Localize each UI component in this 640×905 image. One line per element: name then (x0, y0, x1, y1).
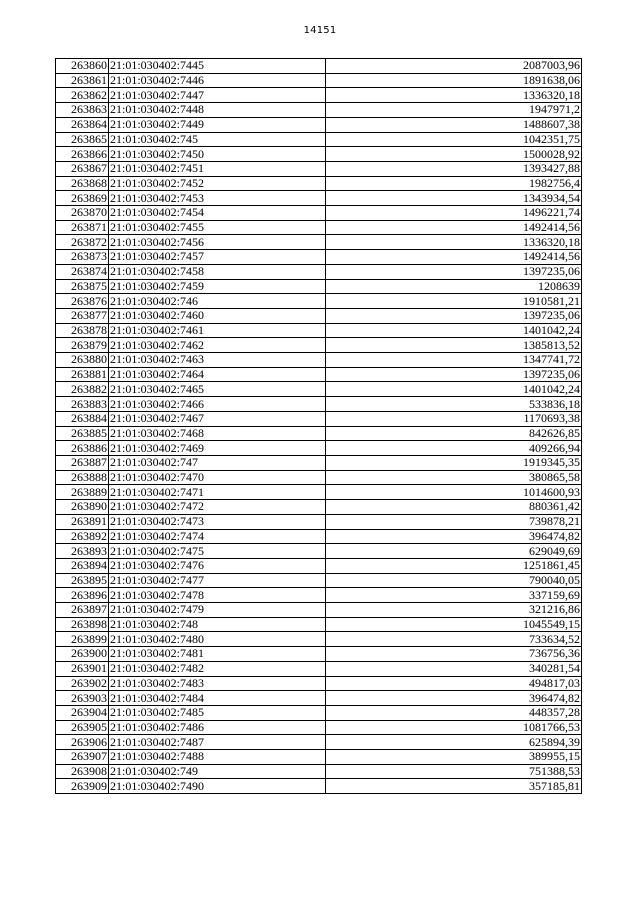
table-row (56, 720, 582, 735)
row-number-cell: 263874 (56, 264, 109, 279)
table-row (56, 705, 582, 720)
cadastral-number-cell: 21:01:030402:7486 (109, 720, 326, 735)
table-row (56, 764, 582, 779)
cadastral-value-cell: 337159,69 (326, 588, 582, 603)
table-row (56, 132, 582, 147)
table-row (56, 647, 582, 662)
table-row (56, 603, 582, 618)
table-row (56, 279, 582, 294)
row-number-cell: 263894 (56, 558, 109, 573)
cadastral-value-cell: 1982756,4 (326, 176, 582, 191)
row-number-cell: 263864 (56, 117, 109, 132)
row-number-cell: 263865 (56, 132, 109, 147)
table-row (56, 750, 582, 765)
cadastral-number-cell: 21:01:030402:7447 (109, 88, 326, 103)
row-number-cell: 263877 (56, 308, 109, 323)
cadastral-value-cell: 739878,21 (326, 514, 582, 529)
row-number-cell: 263881 (56, 367, 109, 382)
row-number-cell: 263907 (56, 750, 109, 765)
cadastral-number-cell: 21:01:030402:7454 (109, 206, 326, 221)
row-number-cell: 263887 (56, 455, 109, 470)
row-number-cell: 263872 (56, 235, 109, 250)
cadastral-value-cell: 1910581,21 (326, 294, 582, 309)
table-row (56, 500, 582, 515)
cadastral-value-cell: 733634,52 (326, 632, 582, 647)
cadastral-number-cell: 21:01:030402:7475 (109, 544, 326, 559)
cadastral-value-cell: 409266,94 (326, 441, 582, 456)
row-number-cell: 263889 (56, 485, 109, 500)
row-number-cell: 263867 (56, 161, 109, 176)
row-number-cell: 263892 (56, 529, 109, 544)
row-number-cell: 263878 (56, 323, 109, 338)
table-row (56, 397, 582, 412)
cadastral-value-cell: 1401042,24 (326, 323, 582, 338)
row-number-cell: 263893 (56, 544, 109, 559)
row-number-cell: 263885 (56, 426, 109, 441)
cadastral-number-cell: 21:01:030402:7470 (109, 470, 326, 485)
cadastral-number-cell: 21:01:030402:7449 (109, 117, 326, 132)
cadastral-value-cell: 1397235,06 (326, 367, 582, 382)
table-row (56, 779, 582, 794)
cadastral-number-cell: 21:01:030402:7445 (109, 59, 326, 74)
cadastral-number-cell: 21:01:030402:7485 (109, 705, 326, 720)
table-row (56, 676, 582, 691)
cadastral-number-cell: 21:01:030402:7474 (109, 529, 326, 544)
cadastral-value-cell: 1488607,38 (326, 117, 582, 132)
cadastral-value-cell: 751388,53 (326, 764, 582, 779)
row-number-cell: 263868 (56, 176, 109, 191)
row-number-cell: 263869 (56, 191, 109, 206)
table-row (56, 544, 582, 559)
cadastral-value-cell: 1081766,53 (326, 720, 582, 735)
cadastral-value-cell: 321216,86 (326, 603, 582, 618)
cadastral-number-cell: 21:01:030402:745 (109, 132, 326, 147)
cadastral-number-cell: 21:01:030402:7465 (109, 382, 326, 397)
table-row (56, 514, 582, 529)
cadastral-number-cell: 21:01:030402:7472 (109, 500, 326, 515)
cadastral-value-cell: 1343934,54 (326, 191, 582, 206)
table-row (56, 691, 582, 706)
cadastral-value-cell: 1014600,93 (326, 485, 582, 500)
cadastral-number-cell: 21:01:030402:7453 (109, 191, 326, 206)
row-number-cell: 263861 (56, 73, 109, 88)
table-row (56, 632, 582, 647)
row-number-cell: 263860 (56, 59, 109, 74)
cadastral-value-cell: 629049,69 (326, 544, 582, 559)
row-number-cell: 263883 (56, 397, 109, 412)
cadastral-number-cell: 21:01:030402:747 (109, 455, 326, 470)
table-row (56, 367, 582, 382)
cadastral-value-cell: 625894,39 (326, 735, 582, 750)
table-row (56, 735, 582, 750)
table-row (56, 235, 582, 250)
cadastral-value-cell: 448357,28 (326, 705, 582, 720)
row-number-cell: 263896 (56, 588, 109, 603)
cadastral-value-table (55, 58, 582, 794)
table-row (56, 117, 582, 132)
cadastral-value-cell: 533836,18 (326, 397, 582, 412)
cadastral-number-cell: 21:01:030402:7471 (109, 485, 326, 500)
cadastral-number-cell: 21:01:030402:7450 (109, 147, 326, 162)
cadastral-number-cell: 21:01:030402:7488 (109, 750, 326, 765)
row-number-cell: 263897 (56, 603, 109, 618)
cadastral-value-cell: 1496221,74 (326, 206, 582, 221)
cadastral-number-cell: 21:01:030402:7481 (109, 647, 326, 662)
table-row (56, 529, 582, 544)
row-number-cell: 263903 (56, 691, 109, 706)
table-row (56, 294, 582, 309)
table-row (56, 264, 582, 279)
row-number-cell: 263902 (56, 676, 109, 691)
cadastral-number-cell: 21:01:030402:7484 (109, 691, 326, 706)
cadastral-value-cell: 736756,36 (326, 647, 582, 662)
table-row (56, 441, 582, 456)
table-row (56, 353, 582, 368)
row-number-cell: 263908 (56, 764, 109, 779)
table-row (56, 455, 582, 470)
cadastral-number-cell: 21:01:030402:7463 (109, 353, 326, 368)
cadastral-value-cell: 1401042,24 (326, 382, 582, 397)
cadastral-number-cell: 21:01:030402:7448 (109, 103, 326, 118)
cadastral-value-cell: 1208639 (326, 279, 582, 294)
row-number-cell: 263905 (56, 720, 109, 735)
cadastral-number-cell: 21:01:030402:7457 (109, 250, 326, 265)
cadastral-value-cell: 1397235,06 (326, 264, 582, 279)
cadastral-number-cell: 21:01:030402:7468 (109, 426, 326, 441)
row-number-cell: 263863 (56, 103, 109, 118)
table-row (56, 191, 582, 206)
table-row (56, 220, 582, 235)
table-row (56, 73, 582, 88)
cadastral-value-cell: 1492414,56 (326, 250, 582, 265)
row-number-cell: 263886 (56, 441, 109, 456)
cadastral-number-cell: 21:01:030402:7479 (109, 603, 326, 618)
cadastral-value-cell: 494817,03 (326, 676, 582, 691)
cadastral-value-cell: 1891638,06 (326, 73, 582, 88)
cadastral-number-cell: 21:01:030402:749 (109, 764, 326, 779)
cadastral-value-cell: 1336320,18 (326, 235, 582, 250)
table-row (56, 176, 582, 191)
table-row (56, 250, 582, 265)
table-row (56, 661, 582, 676)
cadastral-value-cell: 2087003,96 (326, 59, 582, 74)
table-row (56, 338, 582, 353)
cadastral-value-cell: 1393427,88 (326, 161, 582, 176)
row-number-cell: 263901 (56, 661, 109, 676)
cadastral-number-cell: 21:01:030402:7452 (109, 176, 326, 191)
cadastral-number-cell: 21:01:030402:748 (109, 617, 326, 632)
table-row (56, 558, 582, 573)
cadastral-number-cell: 21:01:030402:7451 (109, 161, 326, 176)
cadastral-value-cell: 1492414,56 (326, 220, 582, 235)
row-number-cell: 263891 (56, 514, 109, 529)
cadastral-number-cell: 21:01:030402:7461 (109, 323, 326, 338)
row-number-cell: 263890 (56, 500, 109, 515)
cadastral-value-cell: 396474,82 (326, 529, 582, 544)
table-row (56, 323, 582, 338)
cadastral-number-cell: 21:01:030402:7455 (109, 220, 326, 235)
row-number-cell: 263882 (56, 382, 109, 397)
row-number-cell: 263906 (56, 735, 109, 750)
table-row (56, 470, 582, 485)
cadastral-value-cell: 1170693,38 (326, 411, 582, 426)
cadastral-number-cell: 21:01:030402:7469 (109, 441, 326, 456)
cadastral-value-cell: 1397235,06 (326, 308, 582, 323)
row-number-cell: 263884 (56, 411, 109, 426)
cadastral-number-cell: 21:01:030402:7446 (109, 73, 326, 88)
page-number: 14151 (303, 25, 337, 36)
cadastral-number-cell: 21:01:030402:7462 (109, 338, 326, 353)
cadastral-number-cell: 21:01:030402:7459 (109, 279, 326, 294)
row-number-cell: 263871 (56, 220, 109, 235)
cadastral-number-cell: 21:01:030402:7473 (109, 514, 326, 529)
cadastral-number-cell: 21:01:030402:7490 (109, 779, 326, 794)
cadastral-value-cell: 357185,81 (326, 779, 582, 794)
cadastral-value-cell: 389955,15 (326, 750, 582, 765)
cadastral-number-cell: 21:01:030402:7478 (109, 588, 326, 603)
cadastral-value-cell: 1347741,72 (326, 353, 582, 368)
row-number-cell: 263875 (56, 279, 109, 294)
cadastral-number-cell: 21:01:030402:7467 (109, 411, 326, 426)
cadastral-value-cell: 1500028,92 (326, 147, 582, 162)
cadastral-value-cell: 1919345,35 (326, 455, 582, 470)
cadastral-number-cell: 21:01:030402:7487 (109, 735, 326, 750)
table-row (56, 573, 582, 588)
cadastral-number-cell: 21:01:030402:7477 (109, 573, 326, 588)
table-row (56, 617, 582, 632)
table-row (56, 382, 582, 397)
cadastral-number-cell: 21:01:030402:7456 (109, 235, 326, 250)
cadastral-number-cell: 21:01:030402:7464 (109, 367, 326, 382)
row-number-cell: 263900 (56, 647, 109, 662)
row-number-cell: 263862 (56, 88, 109, 103)
row-number-cell: 263866 (56, 147, 109, 162)
cadastral-value-cell: 1385813,52 (326, 338, 582, 353)
table-row (56, 59, 582, 74)
cadastral-value-cell: 396474,82 (326, 691, 582, 706)
table-row (56, 88, 582, 103)
cadastral-number-cell: 21:01:030402:7476 (109, 558, 326, 573)
cadastral-number-cell: 21:01:030402:7466 (109, 397, 326, 412)
cadastral-number-cell: 21:01:030402:7483 (109, 676, 326, 691)
cadastral-number-cell: 21:01:030402:7482 (109, 661, 326, 676)
row-number-cell: 263876 (56, 294, 109, 309)
table-row (56, 588, 582, 603)
cadastral-value-cell: 790040,05 (326, 573, 582, 588)
cadastral-value-cell: 1947971,2 (326, 103, 582, 118)
cadastral-number-cell: 21:01:030402:7458 (109, 264, 326, 279)
cadastral-value-cell: 1045549,15 (326, 617, 582, 632)
table-row (56, 103, 582, 118)
table-row (56, 147, 582, 162)
row-number-cell: 263899 (56, 632, 109, 647)
cadastral-value-cell: 340281,54 (326, 661, 582, 676)
cadastral-value-cell: 880361,42 (326, 500, 582, 515)
table-row (56, 206, 582, 221)
row-number-cell: 263888 (56, 470, 109, 485)
cadastral-number-cell: 21:01:030402:746 (109, 294, 326, 309)
row-number-cell: 263870 (56, 206, 109, 221)
row-number-cell: 263898 (56, 617, 109, 632)
row-number-cell: 263879 (56, 338, 109, 353)
cadastral-value-cell: 1336320,18 (326, 88, 582, 103)
table-body (56, 59, 582, 794)
cadastral-value-cell: 1042351,75 (326, 132, 582, 147)
table-row (56, 411, 582, 426)
cadastral-value-cell: 380865,58 (326, 470, 582, 485)
row-number-cell: 263873 (56, 250, 109, 265)
cadastral-value-cell: 1251861,45 (326, 558, 582, 573)
row-number-cell: 263904 (56, 705, 109, 720)
row-number-cell: 263895 (56, 573, 109, 588)
table-row (56, 485, 582, 500)
cadastral-number-cell: 21:01:030402:7480 (109, 632, 326, 647)
row-number-cell: 263909 (56, 779, 109, 794)
table-row (56, 426, 582, 441)
row-number-cell: 263880 (56, 353, 109, 368)
table-row (56, 161, 582, 176)
cadastral-number-cell: 21:01:030402:7460 (109, 308, 326, 323)
table-row (56, 308, 582, 323)
cadastral-value-cell: 842626,85 (326, 426, 582, 441)
